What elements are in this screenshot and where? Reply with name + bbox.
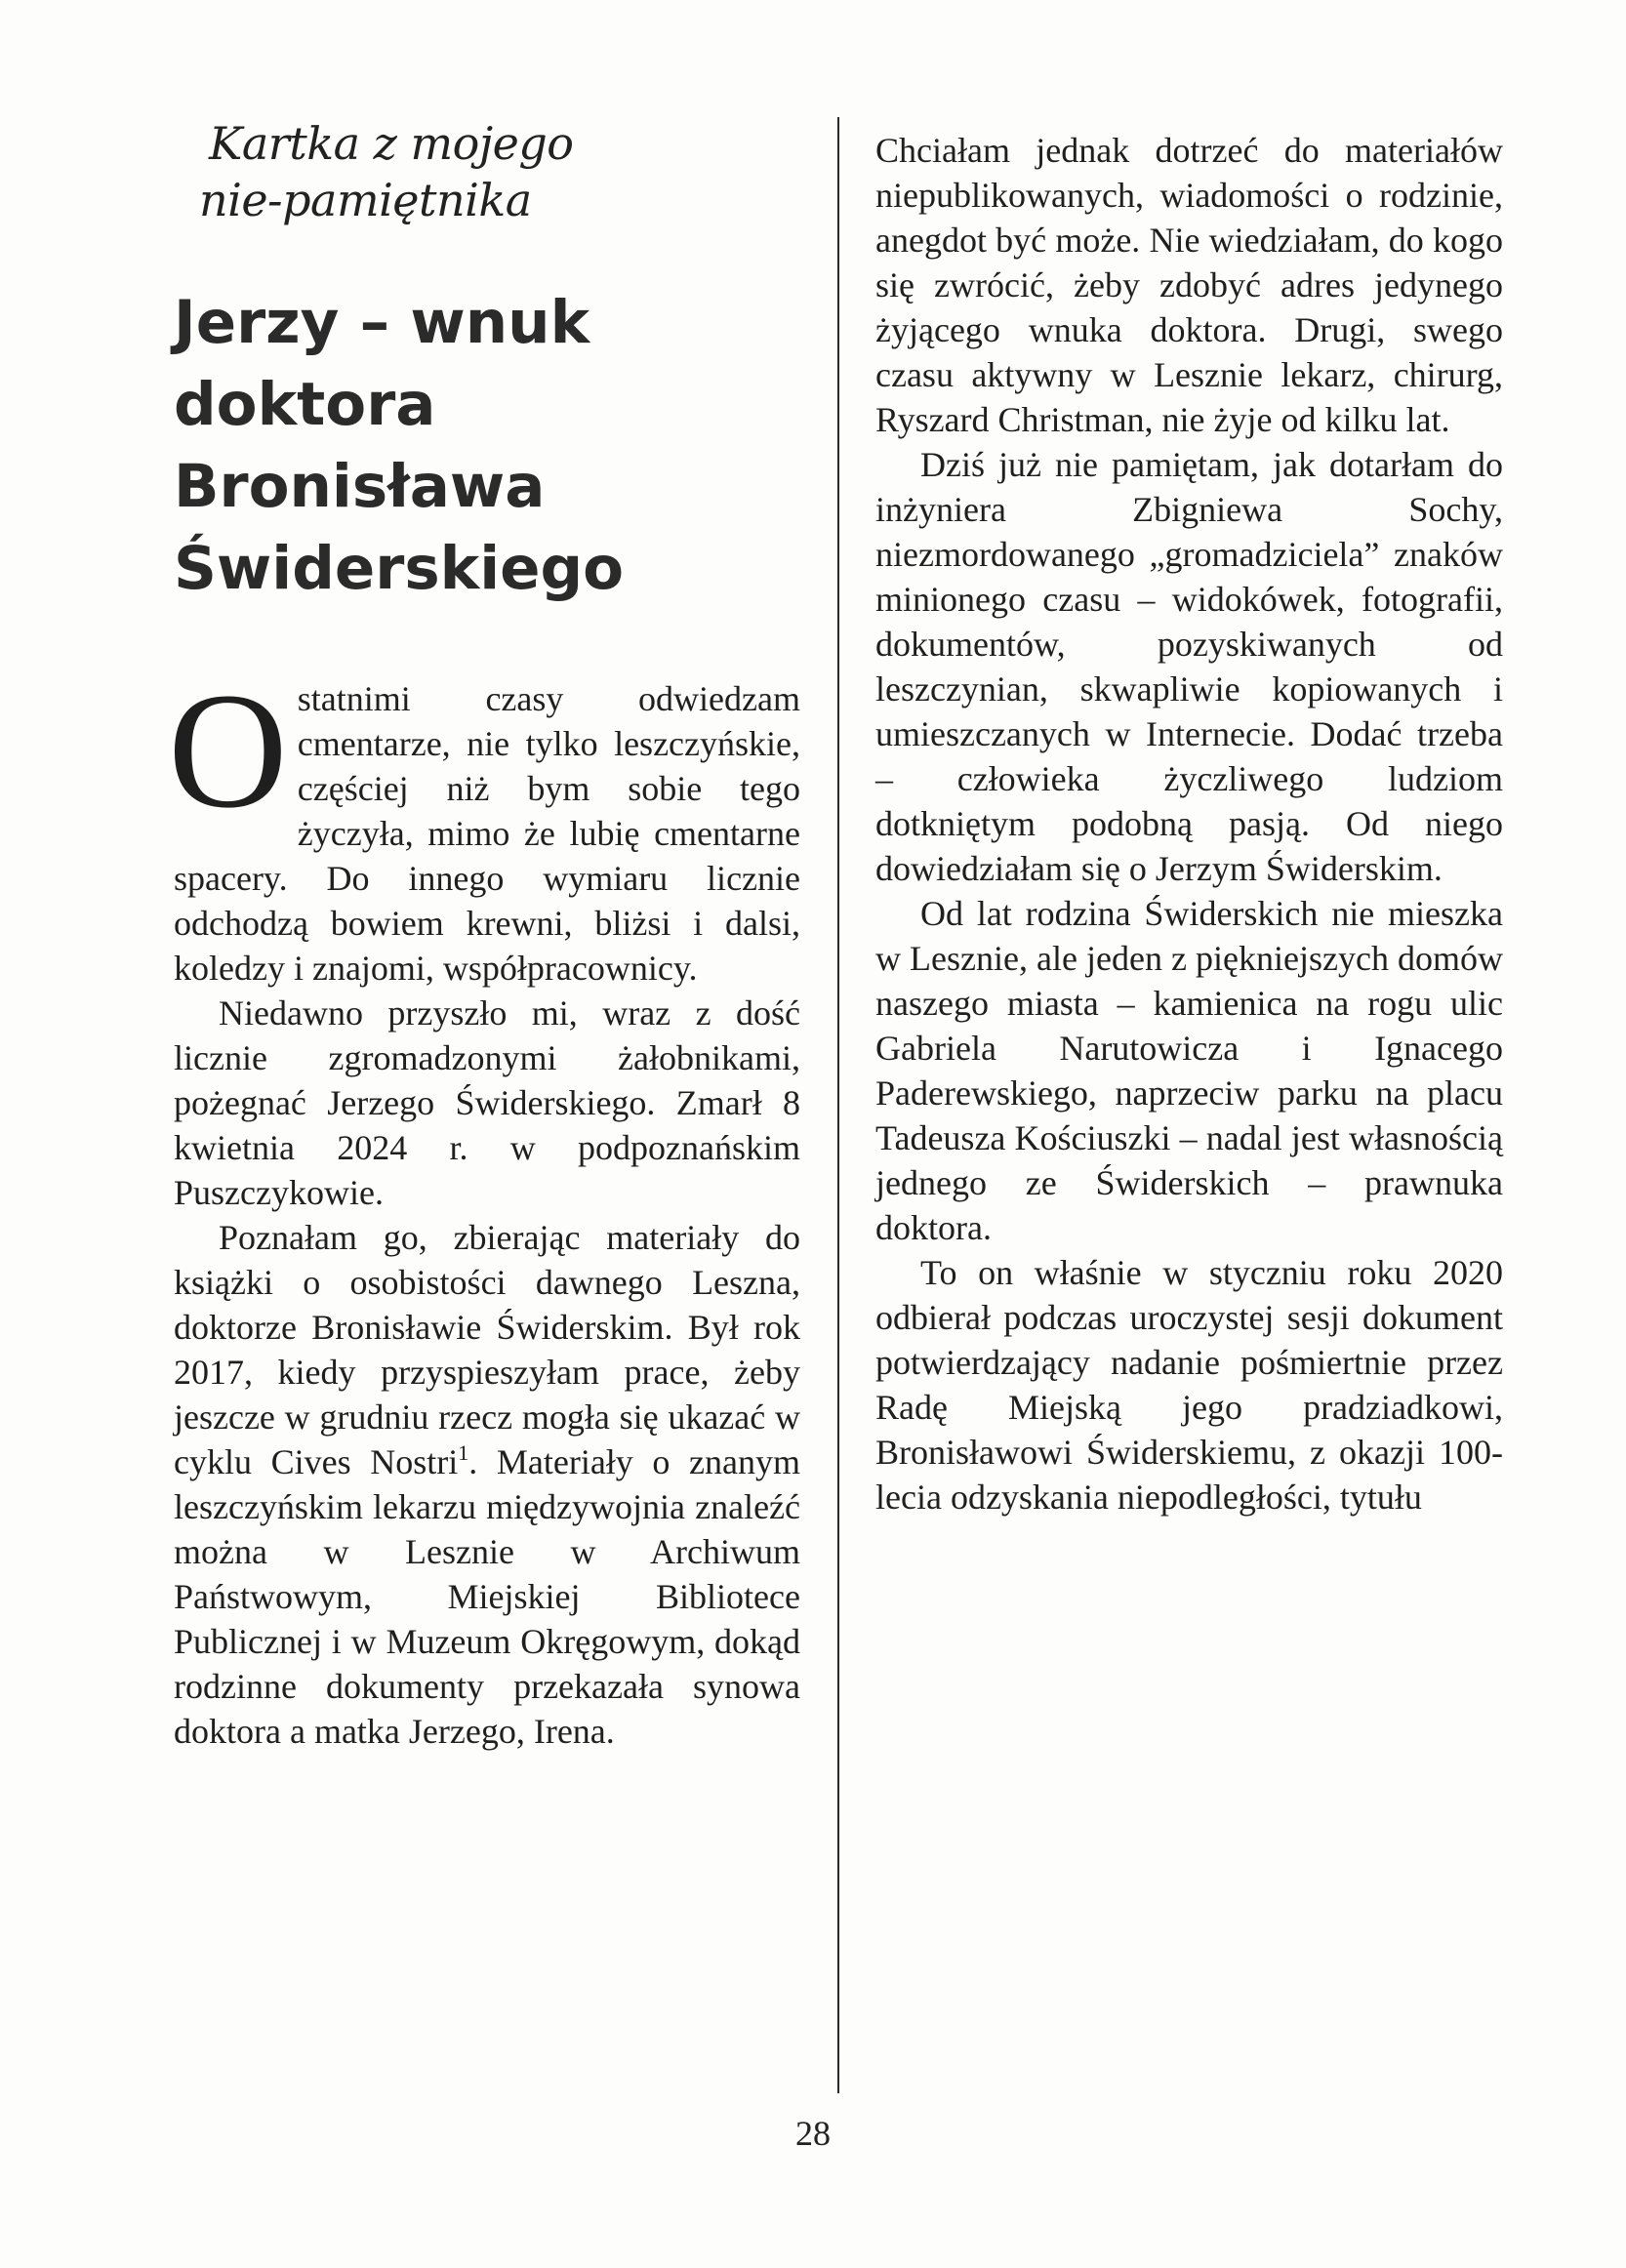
section-label-line: nie-pamiętnika (199, 174, 532, 226)
drop-cap: O (168, 659, 288, 842)
section-label-line: Kartka z mojego (209, 117, 574, 170)
article-title-line: Bronisława (174, 452, 546, 521)
paragraph: Chciałam jednak dotrzeć do materiałów niepublikowanych, wiadomości o rodzinie, anegdot być może. Nie wiedziałam, do kogo się zwrócić, żeby zdobyć adres jedynego żyjącego wnuka doktora. Drugi, swego czasu aktywny w Lesznie lekarz, chirurg, Ryszard Christman, nie żyje od kilku lat. (875, 131, 1503, 439)
left-column-text (168, 659, 800, 1754)
footnote-marker: 1 (458, 1440, 469, 1465)
paragraph-text: Poznałam go, zbierając materiały do książki o osobistości dawnego Leszna, doktorze Bronisławie Świderskim. Był rok 2017, kiedy przyspieszyłam prace, żeby jeszcze w grudniu rzecz mogła się ukazać w cyklu Cives Nostri (174, 1218, 800, 1481)
left-column (168, 115, 800, 1754)
paragraph (174, 1215, 800, 1754)
paragraph: Od lat rodzina Świderskich nie mieszka w Lesznie, ale jeden z piękniejszych domów naszego miasta – kamienica na rogu ulic Gabriela Narutowicza i Ignacego Paderewskiego, naprzeciw parku na placu Tadeusza Kościuszki – nadal jest własnością jednego ze Świderskich – prawnuka doktora. (875, 894, 1503, 1247)
paragraph-text: . Materiały o znanym leszczyńskim lekarzu międzywojnia znaleźć można w Lesznie w Archiwum Państwowym, Miejskiej Bibliotece Publicznej i w Muzeum Okręgowym, dokąd rodzinne dokumenty przekazała synowa doktora a matka Jerzego, Irena. (174, 1442, 800, 1751)
paragraph-text: statnimi czasy odwiedzam cmentarze, nie tylko leszczyńskie, częściej niż bym sobie tego życzyła, mimo że lubię cmentarne spacery. Do innego wymiaru licznie odchodzą bowiem krewni, bliżsi i dalsi, koledzy i znajomi, współpracownicy. (174, 679, 800, 988)
column-divider (837, 117, 839, 2093)
article-title-line: Jerzy – wnuk doktora (174, 288, 590, 439)
page-number: 28 (795, 2114, 831, 2153)
article-title-line: Świderskiego (174, 534, 625, 603)
right-column (875, 128, 1503, 1519)
section-label (199, 115, 800, 228)
article-title (174, 282, 798, 610)
paragraph: Niedawno przyszło mi, wraz z dość licznie zgromadzonymi żałobnikami, pożegnać Jerzego Świderskiego. Zmarł 8 kwietnia 2024 r. w podpoznańskim Puszczykowie. (174, 993, 800, 1212)
paragraph: To on właśnie w styczniu roku 2020 odbierał podczas uroczystej sesji dokument potwierdzający nadanie pośmiertnie przez Radę Miejską jego pradziadkowi, Bronisławowi Świderskiemu, z okazji 100-lecia odzyskania niepodległości, tytułu (875, 1253, 1503, 1517)
paragraph (168, 659, 800, 991)
paragraph: Dziś już nie pamiętam, jak dotarłam do inżyniera Zbigniewa Sochy, niezmordowanego „gromadziciela” znaków minionego czasu – widokówek, fotografii, dokumentów, pozyskiwanych od leszczynian, skwapliwie kopiowanych i umieszczanych w Internecie. Dodać trzeba – człowieka życzliwego ludziom dotkniętym podobną pasją. Od niego dowiedziałam się o Jerzym Świderskim. (875, 445, 1503, 888)
